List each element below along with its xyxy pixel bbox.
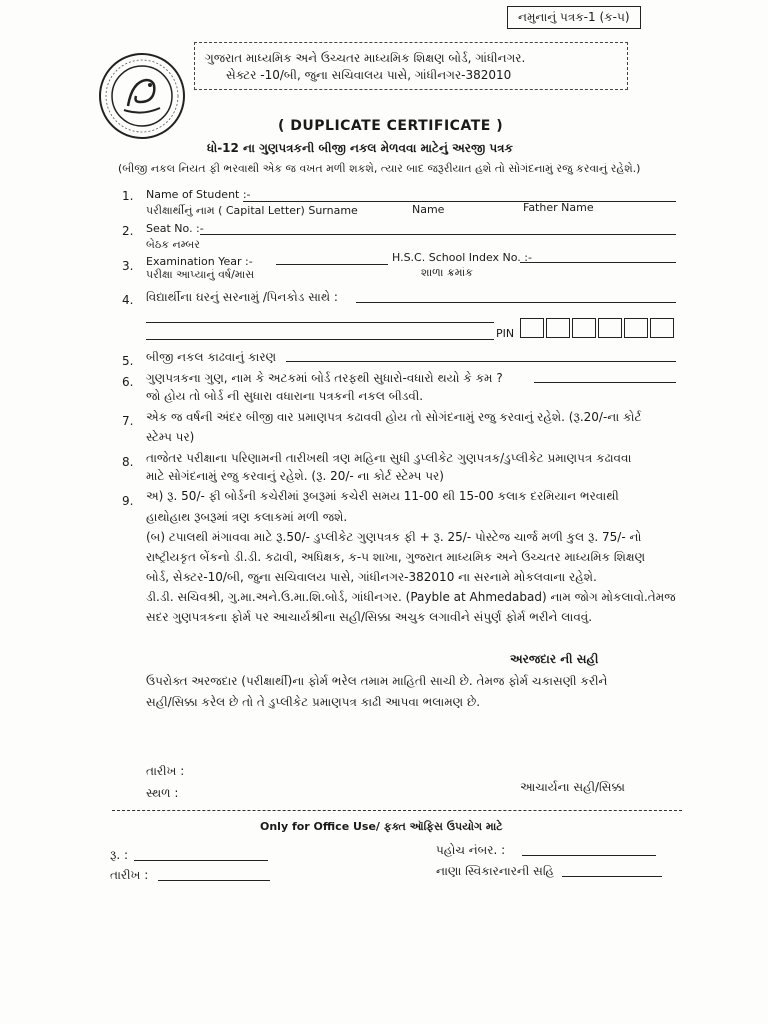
reason-label: બીજી નકલ કાઢવાનું કારણ	[146, 350, 277, 364]
office-use-title: Only for Office Use/ ફક્ત ઑફિસ ઉપયોગ માટે	[260, 820, 503, 833]
school-index-label: H.S.C. School Index No. :-	[392, 251, 532, 264]
item9-text-a: અ) રૂ. 50/- ફી બોર્ડની કચેરીમાં રૂબરૂમાં કચેરી સમય 11-00 થી 15-00 કલાક દરમિયાન ભરવાથી	[146, 489, 619, 503]
page-title: ( DUPLICATE CERTIFICATE )	[278, 118, 504, 134]
board-seal-logo	[98, 52, 186, 144]
office-separator	[112, 810, 682, 811]
pin-label: PIN	[496, 327, 515, 340]
certification-text: ઉપરોક્ત અરજદાર (પરીક્ષાર્થી)ના ફોર્મ ભરેલ તમામ માહિતી સાચી છે. તેમજ ફોર્મ ચકાસણી કરીને	[146, 674, 608, 688]
office-date-field[interactable]	[158, 880, 270, 881]
address-field-line2[interactable]	[146, 322, 494, 323]
name-column-label: Name	[412, 203, 445, 216]
pin-digit-box[interactable]	[546, 318, 570, 338]
office-receiver-field[interactable]	[562, 876, 662, 877]
name-label: Name of Student :-	[146, 188, 251, 201]
pin-digit-box[interactable]	[598, 318, 622, 338]
item-number: 5.	[122, 354, 134, 368]
item9-text-b2: રાષ્ટ્રીયકૃત બેંકનો ડી.ડી. કઢાવી, અધિક્ષક, ક-૫ શાખા, ગુજરાત માધ્યમિક અને ઉચ્ચતર માધ્યમિક શિક્ષણ	[146, 550, 646, 564]
name-field[interactable]	[243, 201, 676, 202]
item9-text-a2: હાથોહાથ રૂબરૂમાં ત્રણ કલાકમાં મળી જશે.	[146, 510, 348, 524]
reason-field[interactable]	[286, 361, 676, 362]
seat-label: Seat No. :-	[146, 222, 204, 235]
item-number: 6.	[122, 375, 134, 389]
item-number: 9.	[122, 494, 134, 508]
form-number: નમુનાનું પત્રક-1 (ક-૫)	[507, 6, 641, 29]
item9-text-b5: સદર ગુણપત્રકના ફોર્મ પર આચાર્યશ્રીના સહી/સિક્કા અચુક લગાવીને સંપુર્ણ ફોર્મ ભરીને લાવવું.	[146, 610, 593, 624]
office-date-label: તારીખ :	[110, 868, 149, 882]
address-field-line3[interactable]	[146, 339, 494, 340]
item9-text-b3: બોર્ડ, સેક્ટર-10/બી, જુના સચિવાલય પાસે, ગાંધીનગર-382010 ના સરનામે મોકલવાના રહેશે.	[146, 570, 597, 584]
seat-guj-label: બેઠક નમ્બર	[146, 238, 200, 251]
date-label: તારીખ :	[146, 764, 185, 778]
school-index-guj-label: શાળા ક્રમાંક	[421, 266, 473, 279]
office-receipt-field[interactable]	[522, 855, 656, 856]
seat-number-field[interactable]	[200, 234, 676, 235]
board-address: સેક્ટર -10/બી, જુના સચિવાલય પાસે, ગાંધીનગર-382010	[226, 68, 512, 82]
item6-text: ગુણપત્રકના ગુણ, નામ કે અટકમાં બોર્ડ તરફથી સુધારો-વધારો થયો કે કમ ?	[146, 371, 503, 385]
item-number: 7.	[122, 414, 134, 428]
exam-year-field[interactable]	[276, 264, 388, 265]
office-receiver-label: નાણા સ્વિકારનારની સહિ	[436, 864, 555, 878]
office-amount-field[interactable]	[134, 860, 268, 861]
item-number: 3.	[122, 259, 134, 273]
school-index-field[interactable]	[520, 262, 676, 263]
address-field-line1[interactable]	[356, 302, 676, 303]
applicant-signature-label: અરજદાર ની સહી	[510, 652, 599, 666]
place-label: સ્થળ :	[146, 786, 179, 800]
father-name-column-label: Father Name	[523, 201, 594, 214]
form-note: (બીજી નકલ નિયત ફી ભરવાથી એક જ વખત મળી શકશે, ત્યાર બાદ જરૂરીયાત હશે તો સોગંદનામું રજુ કરવાનું રહેશે.)	[118, 162, 641, 175]
pin-digit-box[interactable]	[572, 318, 596, 338]
address-label: વિદ્યાર્થીના ઘરનું સરનામું /પિનકોડ સાથે :	[146, 290, 338, 304]
item-number: 4.	[122, 293, 134, 307]
exam-year-label: Examination Year :-	[146, 255, 253, 268]
item9-text-b4: ડી.ડી. સચિવશ્રી, ગુ.મા.અને.ઉ.મા.શિ.બોર્ડ, ગાંધીનગર. (Payble at Ahmedabad) નામ જોગ મોકલાવો.તેમજ	[146, 590, 676, 604]
item8-text: તાજેતર પરીક્ષાના પરિણામની તારીખથી ત્રણ મહિના સુધી ડુપ્લીકેટ ગુણપત્રક/ડુપ્લીકેટ પ્રમાણપત્ર કઢાવવા	[146, 451, 632, 465]
item8-text-2: માટે સોગંદનામું રજુ કરવાનું રહેશે. (રૂ. 20/- ના કોર્ટ સ્ટેમ્પ પર)	[146, 469, 444, 483]
item9-text-b: (બ) ટપાલથી મંગાવવા માટે રૂ.50/- ડુપ્લીકેટ ગુણપત્રક ફી + રૂ. 25/- પોસ્ટેજ ચાર્જ મળી કુલ રૂ. 75/- નો	[146, 530, 642, 544]
principal-signature-label: આચાર્યના સહી/સિક્કા	[520, 780, 625, 794]
form-subtitle: ધો-12 ના ગુણપત્રકની બીજી નકલ મેળવવા માટેનું અરજી પત્રક	[207, 141, 513, 155]
exam-year-guj-label: પરીક્ષા આપ્યાનું વર્ષ/માસ	[146, 268, 255, 281]
pin-digit-box[interactable]	[624, 318, 648, 338]
item-number: 2.	[122, 224, 134, 238]
item7-text-2: સ્ટેમ્પ પર)	[146, 430, 195, 444]
board-name: ગુજરાત માધ્યમિક અને ઉચ્ચતર માધ્યમિક શિક્ષણ બોર્ડ, ગાંધીનગર.	[205, 51, 526, 65]
item-number: 1.	[122, 189, 134, 203]
item6-text-2: જો હોય તો બોર્ડ ની સુધારા વધારાના પત્રકની નકલ બીડવી.	[146, 389, 424, 403]
certification-text-2: સહી/સિક્કા કરેલ છે તો તે ડુપ્લીકેટ પ્રમાણપત્ર કાઢી આપવા ભલામણ છે.	[146, 695, 481, 709]
item7-text: એક જ વર્ષની અંદર બીજી વાર પ્રમાણપત્ર કઢાવવી હોય તો સોગંદનામું રજુ કરવાનું રહેશે. (રૂ.20/-ના કોર્ટ	[146, 410, 642, 424]
pin-digit-box[interactable]	[520, 318, 544, 338]
pin-digit-box[interactable]	[650, 318, 674, 338]
office-receipt-label: પહોચ નંબર. :	[436, 843, 506, 857]
item-number: 8.	[122, 455, 134, 469]
correction-field[interactable]	[534, 382, 676, 383]
office-amount-label: રૂ. :	[110, 848, 129, 862]
name-guj-label: પરીક્ષાર્થીનું નામ ( Capital Letter) Surname	[146, 204, 358, 217]
